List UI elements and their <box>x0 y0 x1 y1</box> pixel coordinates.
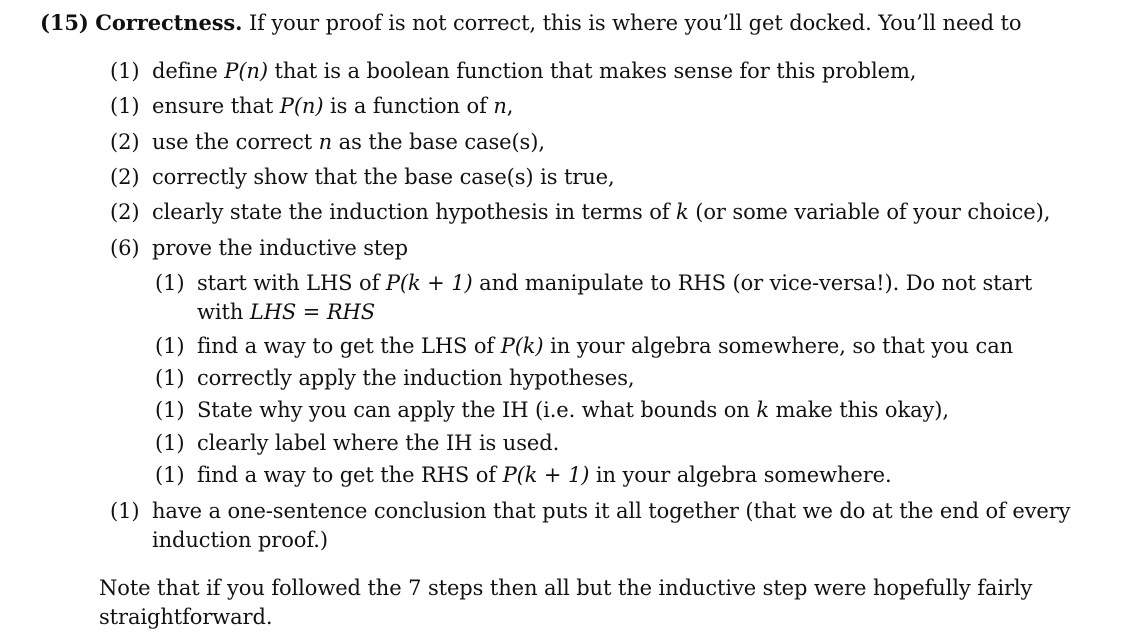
sub-list-item <box>155 396 949 424</box>
section-intro: If your proof is not correct, this is where you’ll get docked. You’ll need to <box>248 11 1022 35</box>
subitem-text: clearly label where the IH is used. <box>197 431 560 455</box>
item-text: have a one-sentence conclusion that puts it all together (that we do at the end of every <box>152 499 1071 523</box>
note-line-1: Note that if you followed the 7 steps then all but the inductive step were hopefully fairly <box>99 576 1033 600</box>
subitem-text: find a way to get the LHS of P(k) in your algebra somewhere, so that you can <box>197 334 1014 358</box>
list-item-continuation: induction proof.) <box>152 528 328 552</box>
list-item <box>110 198 1050 226</box>
subitem-points: (1) <box>155 431 185 455</box>
item-text: define P(n) that is a boolean function that makes sense for this problem, <box>152 59 917 83</box>
sub-list-item-continuation: with LHS = RHS <box>197 300 376 324</box>
list-item <box>110 497 1070 525</box>
subitem-text: correctly apply the induction hypotheses, <box>197 366 635 390</box>
subitem-points: (1) <box>155 271 185 295</box>
sub-list-item <box>155 332 1013 360</box>
item-text: use the correct n as the base case(s), <box>152 130 545 154</box>
subitem-text: start with LHS of P(k + 1) and manipulate to RHS (or vice-versa!). Do not start <box>197 271 1033 295</box>
sub-list-item <box>155 461 892 489</box>
section-header <box>40 9 1021 37</box>
item-points: (1) <box>110 499 140 523</box>
list-item <box>110 163 615 191</box>
sub-list-item <box>155 364 635 392</box>
item-points: (2) <box>110 130 140 154</box>
subitem-points: (1) <box>155 366 185 390</box>
item-text: ensure that P(n) is a function of n, <box>152 94 514 118</box>
item-text: prove the inductive step <box>152 236 408 260</box>
subitem-points: (1) <box>155 398 185 422</box>
note-line-2: straightforward. <box>99 605 273 629</box>
item-text: clearly state the induction hypothesis in terms of k (or some variable of your choice), <box>152 200 1051 224</box>
item-points: (6) <box>110 236 140 260</box>
section-number: (15) <box>40 10 89 35</box>
item-points: (1) <box>110 94 140 118</box>
item-points: (2) <box>110 200 140 224</box>
list-item <box>110 128 545 156</box>
list-item <box>110 234 408 262</box>
subitem-text: find a way to get the RHS of P(k + 1) in your algebra somewhere. <box>197 463 892 487</box>
sub-list-item <box>155 429 559 457</box>
list-item <box>110 57 916 85</box>
subitem-points: (1) <box>155 334 185 358</box>
subitem-points: (1) <box>155 463 185 487</box>
item-points: (2) <box>110 165 140 189</box>
list-item <box>110 92 513 120</box>
sub-list-item <box>155 269 1032 297</box>
subitem-text: State why you can apply the IH (i.e. what bounds on k make this okay), <box>197 398 949 422</box>
section-title: Correctness. <box>95 10 243 35</box>
item-points: (1) <box>110 59 140 83</box>
item-text: correctly show that the base case(s) is true, <box>152 165 615 189</box>
